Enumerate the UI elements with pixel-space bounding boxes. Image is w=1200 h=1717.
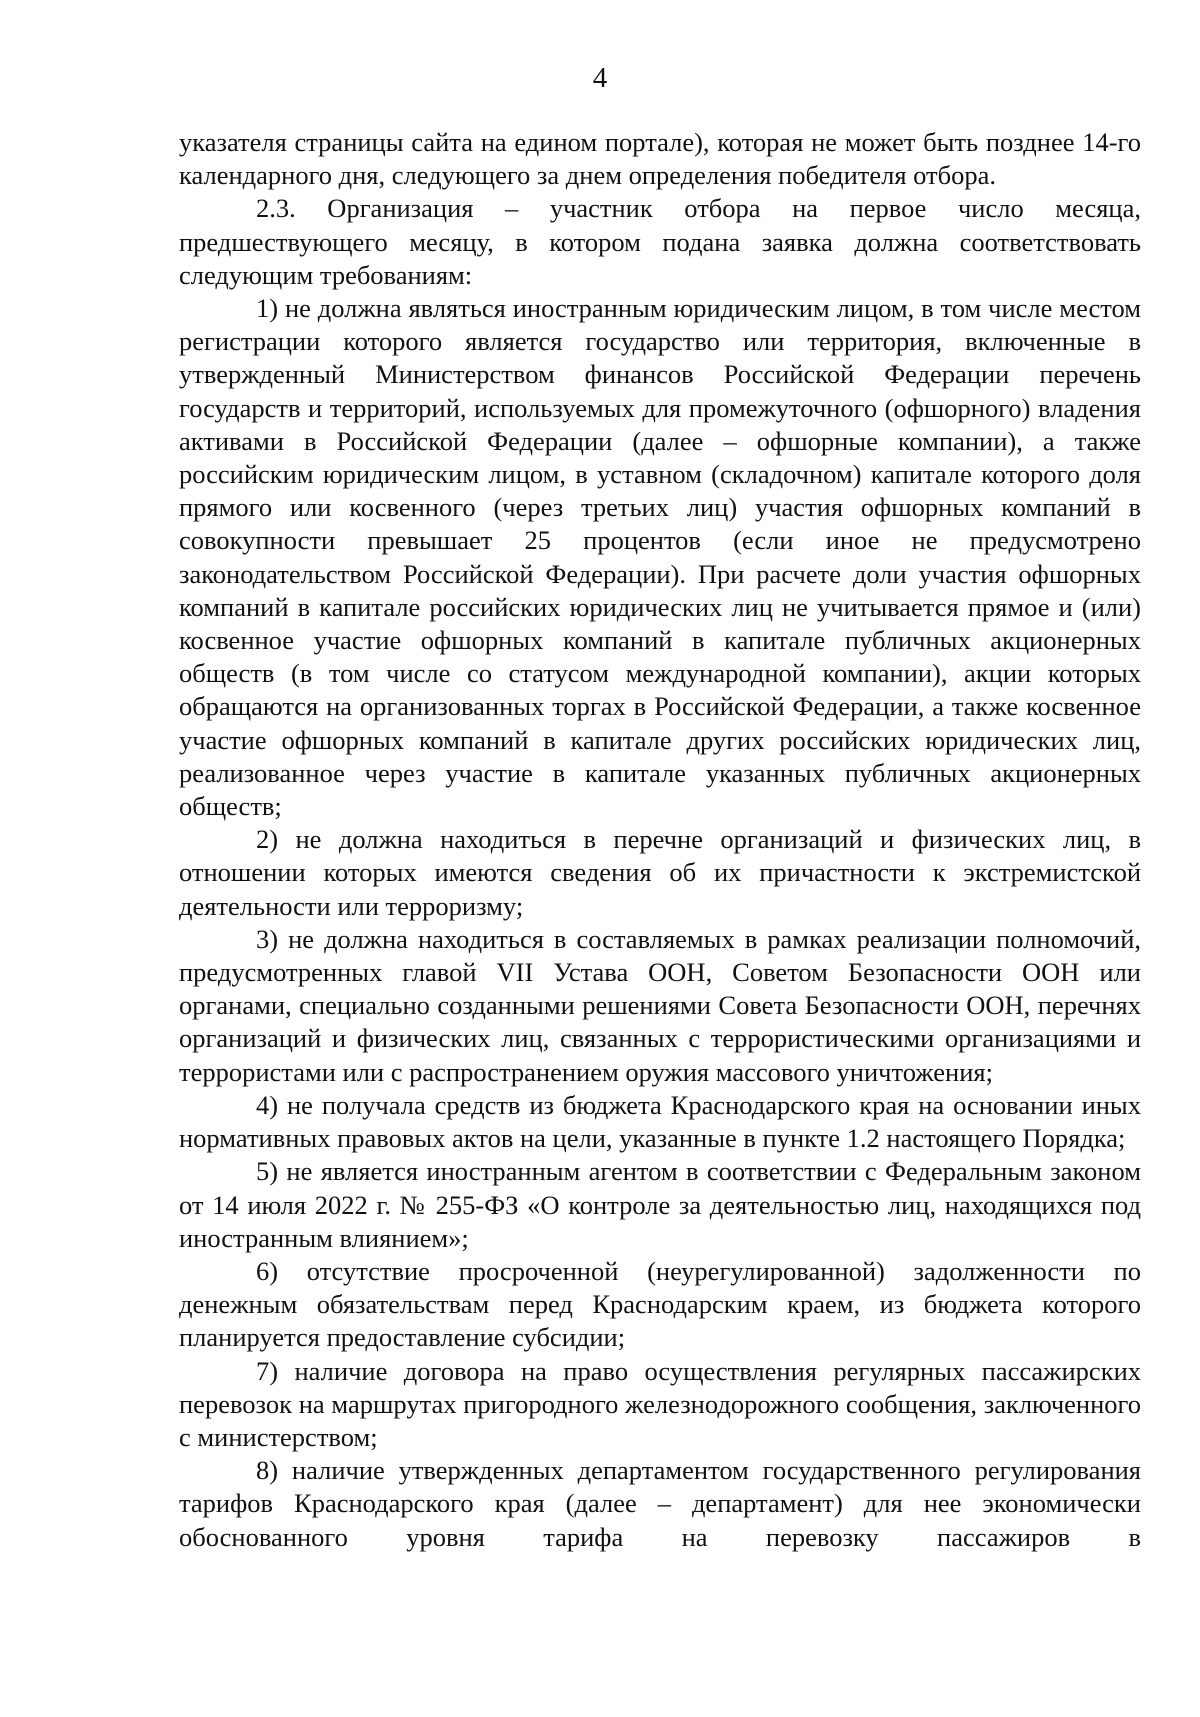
document-body [179,126,1141,1554]
paragraph-item-5: 5) не является иностранным агентом в соответствии с Федеральным законом от 14 июля 2022 г. № 255-ФЗ «О контроле за деятельностью лиц, находящихся под иностранным влиянием»; [179,1156,1141,1253]
paragraph-item-7: 7) наличие договора на право осуществления регулярных пассажирских перевозок на маршрутах пригородного железнодорожного сообщения, заключенного с министерством; [179,1355,1141,1452]
paragraph-item-8: 8) наличие утвержденных департаментом государственного регулирования тарифов Краснодарского края (далее – департамент) для нее экономически обоснованного уровня тарифа на перевозку пассажиров в [179,1455,1141,1552]
paragraph-item-3: 3) не должна находиться в составляемых в рамках реализации полномочий, предусмотренных главой VII Устава ООН, Советом Безопасности ООН или органами, специально созданными решениями Совета Безопасности ООН, перечнях организаций и физических лиц, связанных с террористическими организациями и террористами или с распространением оружия массового уничтожения; [179,923,1141,1087]
paragraph-item-2: 2) не должна находиться в перечне организаций и физических лиц, в отношении которых имеются сведения об их причастности к экстремистской деятельности или терроризму; [179,824,1141,921]
paragraph-item-1: 1) не должна являться иностранным юридическим лицом, в том числе местом регистрации которого является государство или территория, включенные в утвержденный Министерством финансов Российской Федерации перечень государств и территорий, используемых для промежуточного (офшорного) владения активами в Российской Федерации (далее – офшорные компании), а также российским юридическим лицом, в уставном (складочном) капитале которого доля прямого или косвенного (через третьих лиц) участия офшорных компаний в совокупности превышает 25 процентов (если иное не предусмотрено законодательством Российской Федерации). При расчете доли участия офшорных компаний в капитале российских юридических лиц не учитывается прямое и (или) косвенное участие офшорных компаний в капитале публичных акционерных обществ (в том числе со статусом международной компании), акции которых обращаются на организованных торгах в Российской Федерации, а также косвенное участие офшорных компаний в капитале других российских юридических лиц, реализованное через участие в капитале указанных публичных акционерных обществ; [179,293,1141,822]
paragraph-item-4: 4) не получала средств из бюджета Краснодарского края на основании иных нормативных правовых актов на цели, указанные в пункте 1.2 настоящего Порядка; [179,1089,1141,1154]
paragraph-item-6: 6) отсутствие просроченной (неурегулированной) задолженности по денежным обязательствам перед Краснодарским краем, из бюджета которого планируется предоставление субсидии; [179,1255,1141,1353]
page-number: 4 [592,62,608,94]
paragraph-continuation: указателя страницы сайта на едином портале), которая не может быть позднее 14-го календарного дня, следующего за днем определения победителя отбора. [179,127,1141,191]
paragraph-2-3: 2.3. Организация – участник отбора на первое число месяца, предшествующего месяцу, в котором подана заявка должна соответствовать следующим требованиям: [179,193,1141,290]
